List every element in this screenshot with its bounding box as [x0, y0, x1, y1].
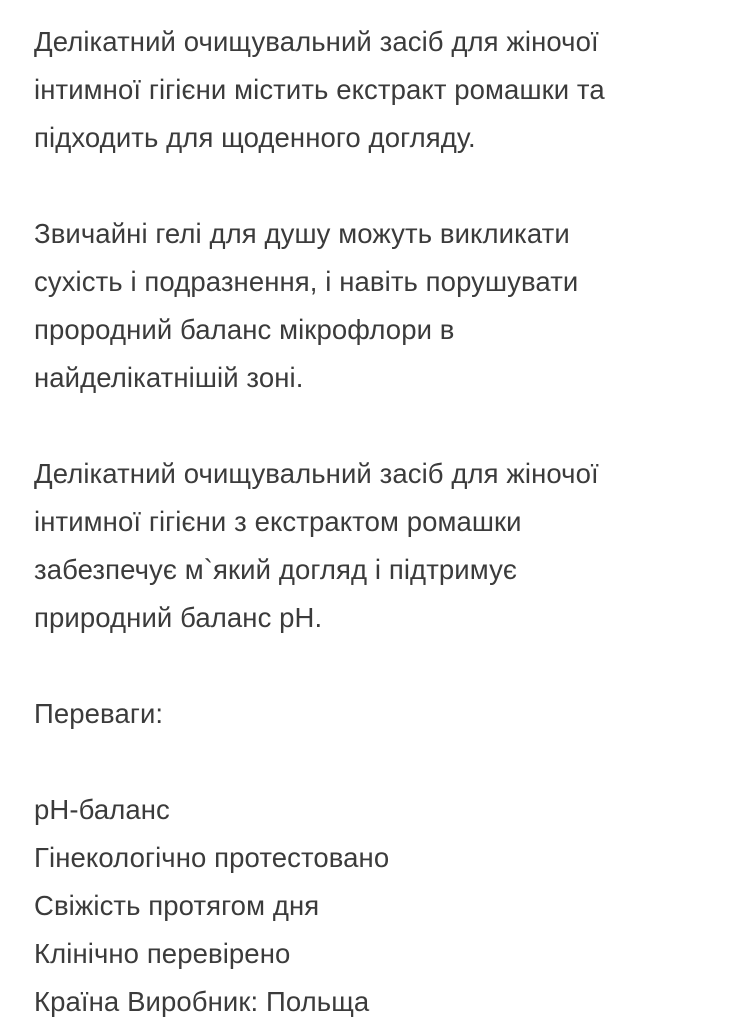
paragraph-spacer	[34, 738, 724, 786]
paragraph-spacer	[34, 642, 724, 690]
intro-paragraph: Делікатний очищувальний засіб для жіночої інтимної гігієни містить екстракт ромашки та підходить для щоденного догляду.	[34, 26, 605, 153]
benefits-list	[34, 786, 724, 1026]
product-description	[34, 18, 724, 1026]
list-item: pH-баланс	[34, 794, 170, 825]
list-item: Країна Виробник: Польща	[34, 986, 370, 1017]
solution-paragraph: Делікатний очищувальний засіб для жіночої інтимної гігієни з екстрактом ромашки забезпечує м`який догляд і підтримує природний баланс pH.	[34, 458, 599, 633]
problem-paragraph: Звичайні гелі для душу можуть викликати сухість і подразнення, і навіть порушувати прородний баланс мікрофлори в найделікатнішій зоні.	[34, 218, 579, 393]
list-item: Гінекологічно протестовано	[34, 842, 390, 873]
paragraph-spacer	[34, 402, 724, 450]
list-item: Клінічно перевірено	[34, 938, 291, 969]
benefits-heading: Переваги:	[34, 698, 164, 729]
list-item: Свіжість протягом дня	[34, 890, 320, 921]
paragraph-spacer	[34, 162, 724, 210]
